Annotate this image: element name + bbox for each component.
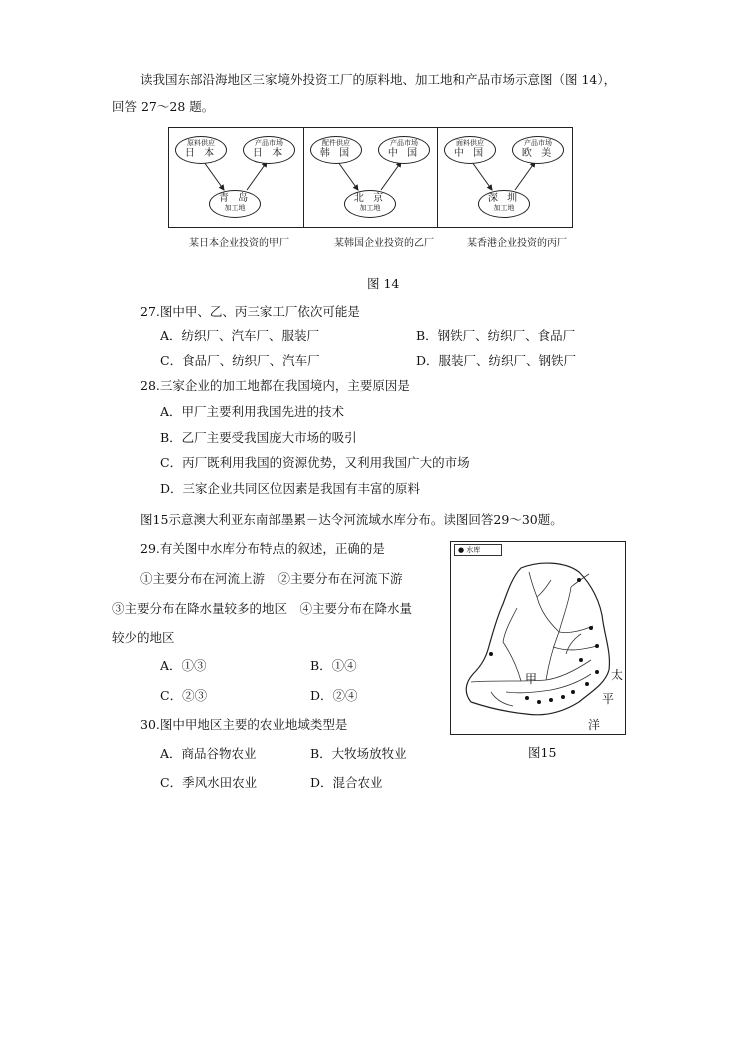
figure-15-map — [450, 541, 626, 735]
q29-option-a: A．①③ — [160, 658, 207, 673]
supply-ellipse — [310, 136, 362, 164]
market-ellipse — [512, 136, 564, 164]
q29-statements-1-2: ①主要分布在河流上游 ②主要分布在河流下游 — [140, 571, 403, 586]
q29-statements-3-4-cont: 较少的地区 — [112, 630, 175, 645]
map-legend: ● 水库 — [454, 544, 502, 556]
basin-outline — [466, 563, 609, 715]
process-ellipse — [478, 190, 530, 218]
process-label: 加工地 — [224, 204, 246, 212]
q27-option-c: C．食品厂、纺织厂、汽车厂 — [160, 353, 320, 368]
figure-14-caption-yi: 某韩国企业投资的乙厂 — [334, 238, 434, 249]
process-place: 北 京 — [353, 193, 387, 204]
q29-statements-3-4: ③主要分布在降水量较多的地区 ④主要分布在降水量 — [112, 601, 413, 616]
supply-label: 原料供应 — [187, 139, 215, 147]
q30-option-a: A．商品谷物农业 — [160, 746, 257, 761]
q30-option-d: D．混合农业 — [310, 775, 383, 790]
supply-label: 配件供应 — [322, 139, 350, 147]
q30-stem: 30.图中甲地区主要的农业地域类型是 — [140, 717, 348, 732]
market-place: 日 本 — [252, 148, 286, 159]
q27-option-d: D．服装厂、纺织厂、钢铁厂 — [416, 353, 577, 368]
q29-stem: 29.有关图中水库分布特点的叙述，正确的是 — [140, 541, 385, 556]
q28-option-a: A．甲厂主要利用我国先进的技术 — [160, 404, 345, 419]
process-place: 深 圳 — [487, 193, 521, 204]
figure-14-caption-jia: 某日本企业投资的甲厂 — [189, 238, 289, 249]
figure-15-title: 图15 — [528, 745, 557, 760]
market-ellipse — [243, 136, 295, 164]
intro-text-14-cont: 回答 27～28 题。 — [112, 99, 215, 114]
intro-text-14: 读我国东部沿海地区三家境外投资工厂的原料地、加工地和产品市场示意图（图 14）， — [140, 72, 617, 87]
q27-stem: 27.图中甲、乙、丙三家工厂依次可能是 — [140, 304, 360, 319]
q29-option-d: D．②④ — [310, 688, 358, 703]
intro-text-15: 图15示意澳大利亚东南部墨累－达令河流域水库分布。读图回答29～30题。 — [140, 512, 563, 527]
market-ellipse — [378, 136, 430, 164]
supply-label: 面料供应 — [456, 139, 484, 147]
process-place: 青 岛 — [218, 193, 252, 204]
market-place: 中 国 — [387, 148, 421, 159]
process-ellipse — [344, 190, 396, 218]
figure-14-panel-bing — [437, 128, 572, 227]
label-ping: 平 — [602, 692, 615, 706]
q28-option-d: D．三家企业共同区位因素是我国有丰富的原料 — [160, 481, 421, 496]
label-tai: 太 — [611, 668, 624, 682]
q30-option-c: C．季风水田农业 — [160, 775, 258, 790]
q29-option-c: C．②③ — [160, 688, 208, 703]
figure-14 — [168, 127, 573, 228]
q30-option-b: B．大牧场放牧业 — [310, 746, 407, 761]
market-label: 产品市场 — [255, 139, 283, 147]
supply-ellipse — [175, 136, 227, 164]
process-label: 加工地 — [493, 204, 515, 212]
figure-14-title: 图 14 — [367, 276, 400, 291]
figure-14-panel-jia — [169, 128, 303, 227]
market-label: 产品市场 — [390, 139, 418, 147]
q27-option-b: B．钢铁厂、纺织厂、食品厂 — [416, 328, 576, 343]
q27-option-a: A．纺织厂、汽车厂、服装厂 — [160, 328, 320, 343]
figure-14-panel-yi — [303, 128, 438, 227]
q28-option-c: C．丙厂既利用我国的资源优势，又利用我国广大的市场 — [160, 455, 470, 470]
label-yang: 洋 — [588, 718, 601, 732]
market-place: 欧 美 — [521, 148, 555, 159]
market-label: 产品市场 — [524, 139, 552, 147]
q28-option-b: B．乙厂主要受我国庞大市场的吸引 — [160, 430, 357, 445]
supply-place: 中 国 — [453, 148, 487, 159]
supply-place: 日 本 — [184, 148, 218, 159]
basin-map — [451, 542, 625, 734]
process-label: 加工地 — [359, 204, 381, 212]
q28-stem: 28.三家企业的加工地都在我国境内，主要原因是 — [140, 378, 410, 393]
supply-ellipse — [444, 136, 496, 164]
process-ellipse — [209, 190, 261, 218]
supply-place: 韩 国 — [319, 148, 353, 159]
figure-14-caption-bing: 某香港企业投资的丙厂 — [467, 238, 567, 249]
label-jia: 甲 — [525, 672, 538, 686]
q29-option-b: B．①④ — [310, 658, 357, 673]
